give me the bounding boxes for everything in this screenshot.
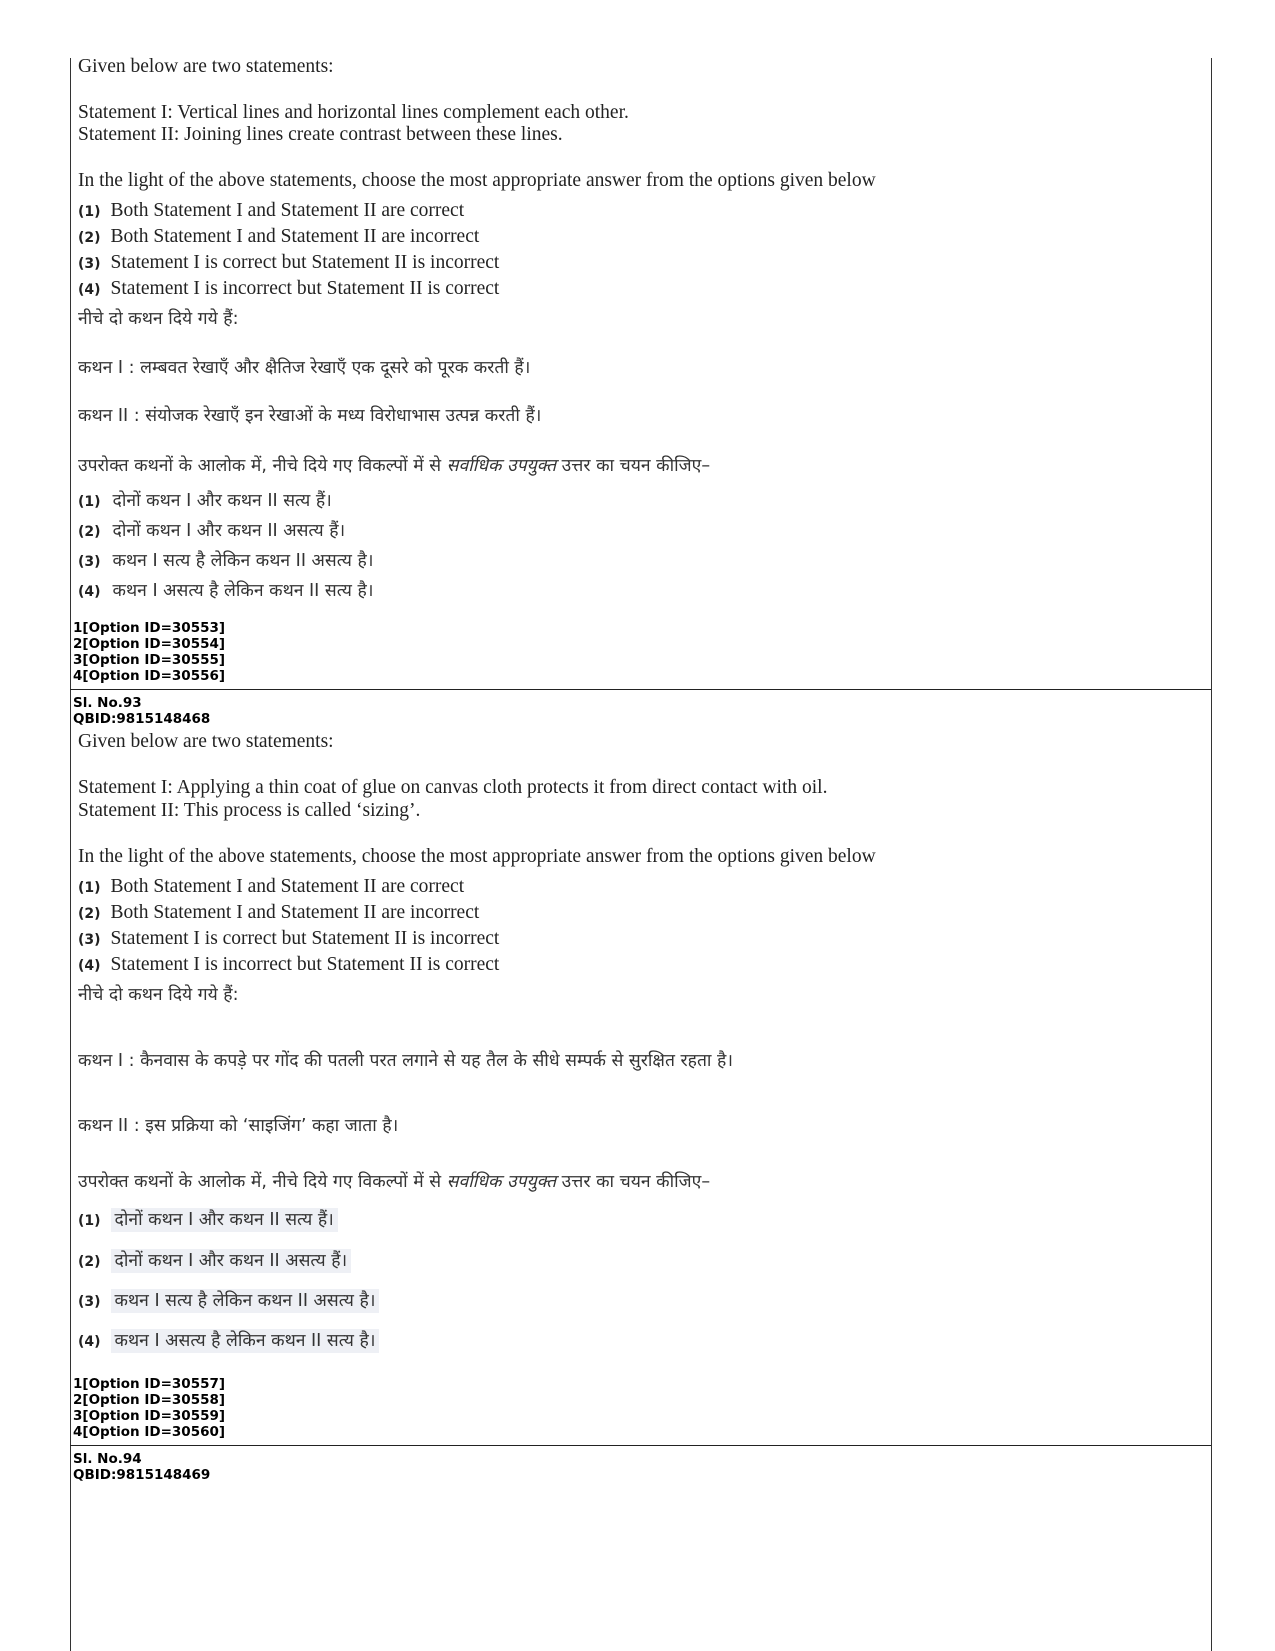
q92-option-ids: [73, 620, 225, 684]
serial-number: Sl. No.93: [73, 695, 142, 711]
q93-option-ids: [73, 1376, 225, 1440]
option-number: (3): [78, 554, 101, 570]
option-text: Both Statement I and Statement II are correct: [110, 876, 465, 897]
option-number: (3): [78, 256, 101, 272]
option-number: (1): [78, 494, 101, 510]
q92-statement-2: Statement II: Joining lines create contrast between these lines.: [78, 124, 563, 145]
option-id: 3[Option ID=30559]: [73, 1408, 226, 1424]
q93-option-2: [78, 902, 479, 924]
qbid: QBID:9815148469: [73, 1467, 211, 1483]
q93-hindi-option-1: [78, 1207, 338, 1231]
option-text: Statement I is correct but Statement II is incorrect: [110, 928, 500, 949]
option-text: Statement I is correct but Statement II is incorrect: [110, 252, 500, 273]
option-number: (1): [78, 204, 101, 220]
q92-option-2: [78, 226, 479, 248]
q93-hindi-option-2: [78, 1248, 351, 1272]
option-number: (3): [78, 932, 101, 948]
option-text: Statement I is incorrect but Statement II is correct: [110, 954, 500, 975]
q93-hindi-option-3: [78, 1288, 379, 1312]
q93-statement-1: Statement I: Applying a thin coat of glue on canvas cloth protects it from direct contact with oil.: [78, 777, 828, 798]
q93-hindi-option-4: [78, 1328, 379, 1352]
q93-option-4: [78, 954, 499, 976]
option-text: Both Statement I and Statement II are incorrect: [110, 902, 480, 923]
option-text: Both Statement I and Statement II are incorrect: [110, 226, 480, 247]
serial-number: Sl. No.94: [73, 1451, 142, 1467]
option-number: (2): [78, 230, 101, 246]
option-number: (4): [78, 1334, 101, 1350]
option-number: (4): [78, 282, 101, 298]
q93-hindi-intro: नीचे दो कथन दिये गये हैं:: [78, 985, 239, 1005]
question-divider: [70, 1445, 1211, 1446]
q92-statement-1: Statement I: Vertical lines and horizontal lines complement each other.: [78, 102, 629, 123]
q92-hindi-option-3: [78, 548, 373, 572]
option-text: कथन I सत्य है लेकिन कथन II असत्य है।: [111, 1289, 380, 1313]
option-text: Statement I is incorrect but Statement II is correct: [110, 278, 500, 299]
q93-statement-2: Statement II: This process is called ‘sizing’.: [78, 800, 421, 821]
prompt-emphasis: सर्वाधिक उपयुक्त: [446, 456, 557, 476]
option-text: Both Statement I and Statement II are correct: [110, 200, 465, 221]
q92-hindi-intro: नीचे दो कथन दिये गये हैं:: [78, 309, 239, 329]
option-number: (4): [78, 958, 101, 974]
option-id: 4[Option ID=30556]: [73, 668, 226, 684]
option-id: 1[Option ID=30553]: [73, 620, 226, 636]
option-text: कथन I सत्य है लेकिन कथन II असत्य है।: [112, 551, 374, 571]
q93-header: [73, 695, 210, 727]
q93-option-3: [78, 928, 499, 950]
option-number: (1): [78, 1213, 101, 1229]
q92-hindi-option-2: [78, 518, 345, 542]
prompt-part: उपरोक्त कथनों के आलोक में, नीचे दिये गए विकल्पों में से: [78, 1172, 447, 1192]
q93-intro: Given below are two statements:: [78, 731, 334, 752]
q93-option-1: [78, 876, 464, 898]
option-text: दोनों कथन I और कथन II असत्य हैं।: [112, 521, 346, 541]
option-id: 4[Option ID=30560]: [73, 1424, 226, 1440]
q92-hindi-prompt: [78, 453, 710, 477]
option-number: (2): [78, 906, 101, 922]
q92-option-1: [78, 200, 464, 222]
prompt-part: उत्तर का चयन कीजिए–: [556, 1172, 711, 1192]
option-number: (1): [78, 880, 101, 896]
option-number: (4): [78, 584, 101, 600]
q92-intro: Given below are two statements:: [78, 56, 334, 77]
option-id: 3[Option ID=30555]: [73, 652, 226, 668]
option-id: 1[Option ID=30557]: [73, 1376, 226, 1392]
option-text: दोनों कथन I और कथन II असत्य हैं।: [111, 1249, 352, 1273]
option-text: कथन I असत्य है लेकिन कथन II सत्य है।: [111, 1329, 380, 1353]
q92-hindi-option-4: [78, 578, 373, 602]
option-text: दोनों कथन I और कथन II सत्य हैं।: [111, 1208, 338, 1232]
q92-hindi-statement-2: कथन II : संयोजक रेखाएँ इन रेखाओं के मध्य विरोधाभास उत्पन्न करती हैं।: [78, 406, 542, 426]
q92-hindi-statement-1: कथन I : लम्बवत रेखाएँ और क्षैतिज रेखाएँ एक दूसरे को पूरक करती हैं।: [78, 358, 531, 378]
q93-hindi-statement-1: कथन I : कैनवास के कपड़े पर गोंद की पतली परत लगाने से यह तैल के सीधे सम्पर्क से सुरक्षित रहता है।: [78, 1051, 733, 1071]
q93-hindi-prompt: [78, 1169, 710, 1193]
prompt-emphasis: सर्वाधिक उपयुक्त: [446, 1172, 557, 1192]
q94-header: [73, 1451, 210, 1483]
qbid: QBID:9815148468: [73, 711, 211, 727]
option-number: (2): [78, 1254, 101, 1270]
q92-option-3: [78, 252, 499, 274]
q93-prompt: In the light of the above statements, choose the most appropriate answer from the options given below: [78, 846, 876, 867]
option-id: 2[Option ID=30558]: [73, 1392, 226, 1408]
q93-hindi-statement-2: कथन II : इस प्रक्रिया को ‘साइजिंग’ कहा जाता है।: [78, 1116, 399, 1136]
option-number: (2): [78, 524, 101, 540]
prompt-part: उपरोक्त कथनों के आलोक में, नीचे दिये गए विकल्पों में से: [78, 456, 447, 476]
q92-prompt: In the light of the above statements, choose the most appropriate answer from the options given below: [78, 170, 876, 191]
prompt-part: उत्तर का चयन कीजिए–: [556, 456, 711, 476]
option-text: कथन I असत्य है लेकिन कथन II सत्य है।: [112, 581, 374, 601]
q92-hindi-option-1: [78, 488, 332, 512]
option-text: दोनों कथन I और कथन II सत्य हैं।: [112, 491, 332, 511]
q92-option-4: [78, 278, 499, 300]
option-id: 2[Option ID=30554]: [73, 636, 226, 652]
question-divider: [70, 689, 1211, 690]
option-number: (3): [78, 1294, 101, 1310]
